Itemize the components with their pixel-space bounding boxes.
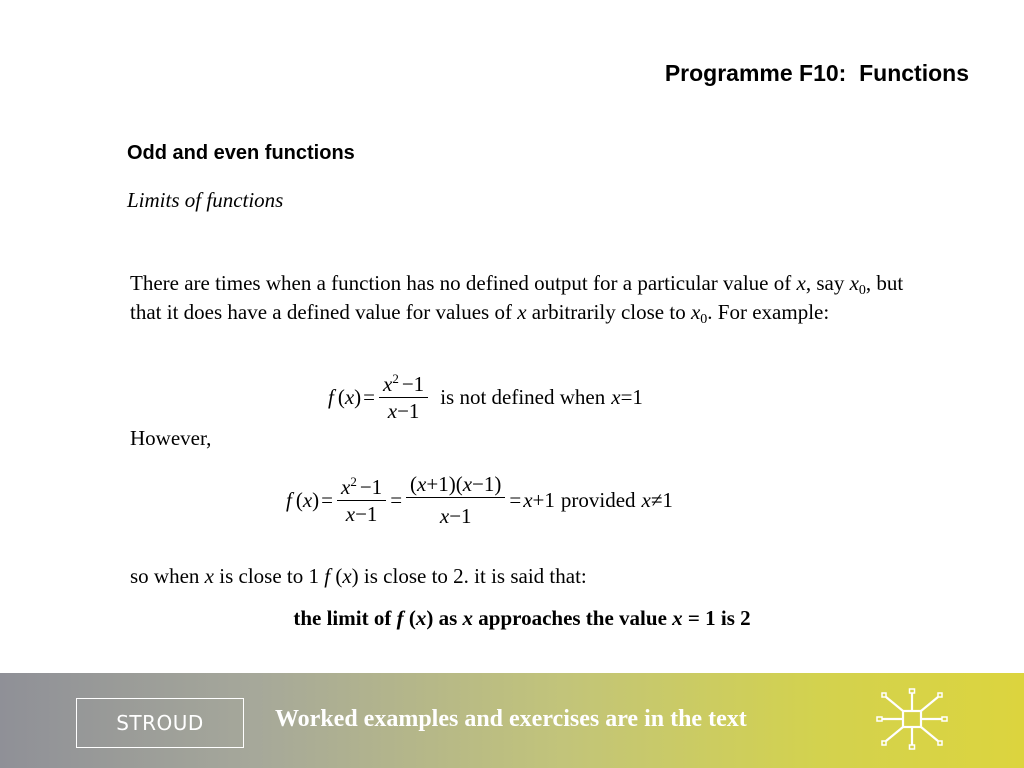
paren-close: ) [312,487,320,512]
footer-tagline: Worked examples and exercises are in the text [275,706,747,732]
var-x: x [462,472,473,496]
stroud-logo-box: STROUD [76,698,244,748]
equation-2 [286,472,673,528]
text: = 1 is 2 [682,606,751,630]
num-rest: −1 [401,372,425,396]
exponent: 2 [392,371,399,386]
denominator [384,398,424,423]
equation-1 [328,372,643,423]
equals-sign: = [321,487,334,512]
numerator [406,472,505,498]
var-x: x [344,385,355,409]
var-x: x [796,271,806,295]
however-paragraph: However, [130,426,212,450]
intro-paragraph [130,269,930,327]
text: ( [403,606,416,630]
subscript: 0 [858,283,866,298]
network-icon [872,687,952,751]
text: ) as [426,606,463,630]
fraction [379,372,428,423]
var-x: x [387,399,398,423]
var-x: x [439,504,450,528]
slide-title: Programme F10: Functions [664,60,969,86]
num-end: −1) [472,472,502,496]
var-x: x [342,564,352,588]
denominator [436,498,476,528]
den-rest: −1 [397,399,420,423]
var-x: x [517,300,527,324]
condition-value: =1 [620,385,643,409]
text: . For example: [707,300,830,324]
var-x: x [302,487,313,512]
condition-value: ≠1 [650,487,673,512]
text: There are times when a function has no defined output for a particular value of [130,271,797,295]
numerator [337,475,386,501]
text: is close to 1 [214,564,325,588]
var-x: x [341,474,351,499]
den-rest: −1 [355,501,378,526]
var-x: x [641,487,651,512]
var-x: x [417,472,427,496]
text: ( [330,564,343,588]
var-x: x [415,606,427,630]
text: approaches the value [473,606,673,630]
var-x: x [462,606,474,630]
func-f: f [324,564,331,588]
num-mid: +1)( [426,472,463,496]
var-x: x [383,372,393,396]
subscript: 0 [700,312,708,327]
equals-sign: = [363,385,376,409]
text: , say [805,271,850,295]
paren-close: ) [354,385,362,409]
denominator [342,501,382,526]
num-rest: −1 [359,474,383,499]
fraction-2 [406,472,505,528]
fraction-1 [337,475,386,526]
condition-text: is not defined when [440,385,606,409]
so-when-paragraph [130,562,930,591]
provided-text: provided [560,487,636,512]
result-rest: +1 [532,487,555,512]
var-x: x [611,385,621,409]
var-x: x [849,271,859,295]
var-x: x [672,606,683,630]
text: ) is close to 2. it is said that: [351,564,587,588]
func-f: f [328,385,334,409]
var-x: x [690,300,701,324]
var-x: x [204,564,214,588]
var-x: x [345,501,356,526]
numerator [379,372,428,398]
exponent: 2 [350,473,357,489]
var-x: x [523,487,533,512]
paren-open: ( [337,385,345,409]
equals-sign: = [509,487,522,512]
footer-bar [0,673,1024,768]
text: the limit of [293,606,397,630]
text: arbitrarily close to [526,300,691,324]
func-f: f [286,487,292,512]
paren: ( [410,472,418,496]
paren-open: ( [295,487,303,512]
text: so when [130,564,205,588]
section-heading: Odd and even functions [127,142,355,164]
text: , but that it does have a defined value for values of [130,271,904,324]
func-f: f [396,606,404,630]
section-subheading: Limits of functions [127,188,284,212]
limit-conclusion [0,606,1024,631]
equals-sign: = [390,487,403,512]
den-rest: −1 [449,504,472,528]
